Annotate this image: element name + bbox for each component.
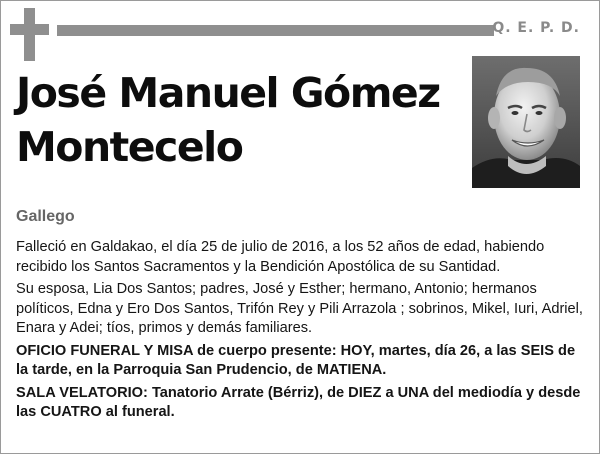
death-notice: Falleció en Galdakao, el día 25 de julio de 2016, a los 52 años de edad, habiendo recibido los Santos Sacramentos y la Bendición Apostólica de su Santidad. [16,239,545,275]
obituary-body [16,238,586,426]
qepd-label: Q. E. P. D. [492,20,580,36]
cross-icon-horizontal [10,24,49,35]
portrait-icon [472,56,580,188]
funeral-info: OFICIO FUNERAL Y MISA de cuerpo presente: HOY, martes, día 26, a las SEIS de la tarde, en la Parroquia San Prudencio, de MATIENA. [16,342,576,378]
name-line-2: Montecelo [16,123,243,171]
portrait-photo [472,56,580,188]
name-line-1: José Manuel Gómez [16,69,440,117]
wake-info: SALA VELATORIO: Tanatorio Arrate (Bérriz), de DIEZ a UNA del mediodía y desde las CUATRO al funeral. [16,384,581,420]
origin-label: Gallego [16,208,75,225]
deceased-name [16,66,466,174]
family-list: Su esposa, Lia Dos Santos; padres, José y Esther; hermano, Antonio; hermanos políticos, Edna y Ero Dos Santos, Trifón Rey y Pili Arrazola ; sobrinos, Mikel, Iuri, Adriel, Enara y Adei; tíos, primos y demás familiares. [16,281,583,336]
header-rule [57,25,494,36]
